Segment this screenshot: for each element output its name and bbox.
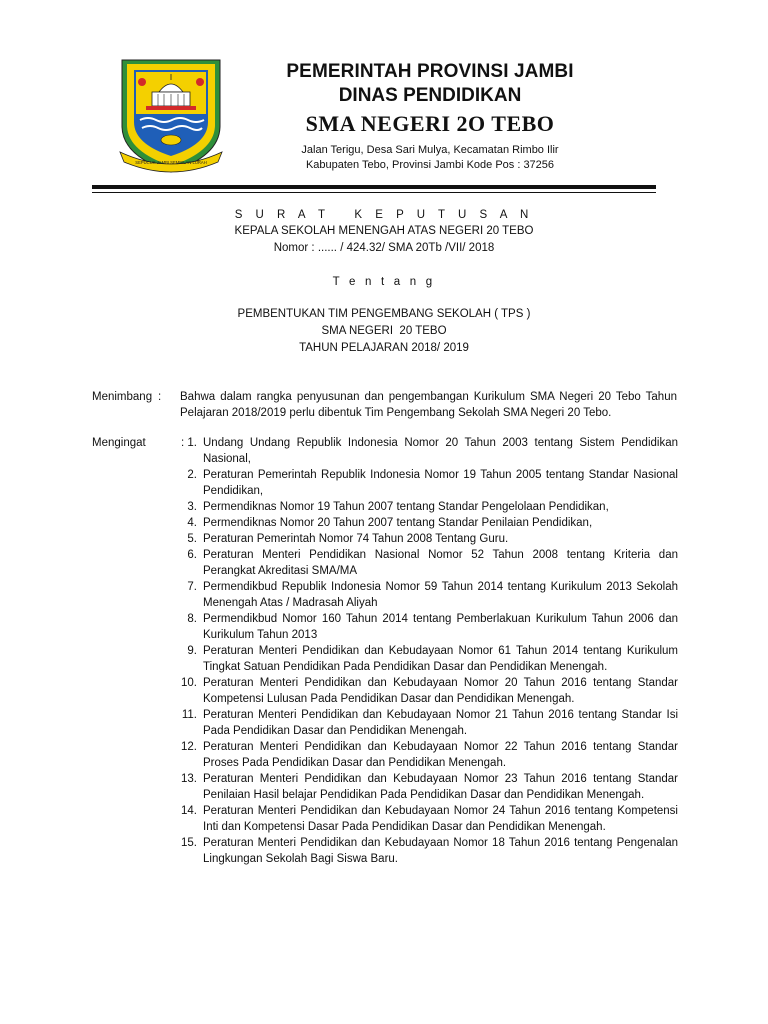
decree-year: TAHUN PELAJARAN 2018/ 2019 <box>299 342 469 354</box>
list-item-text: Peraturan Menteri Pendidikan dan Kebudayaan Nomor 22 Tahun 2016 tentang Standar Proses Pada Pendidikan Dasar dan Pendidikan Menengah. <box>203 741 678 769</box>
letterhead-divider-thin <box>92 192 656 193</box>
list-item-text: Permendiknas Nomor 20 Tahun 2007 tentang Standar Penilaian Pendidikan, <box>203 517 593 529</box>
decree-issuer: KEPALA SEKOLAH MENENGAH ATAS NEGERI 20 TEBO <box>234 225 534 237</box>
list-item <box>172 835 678 867</box>
letterhead <box>240 60 620 173</box>
list-item-number: 11. <box>181 709 197 721</box>
list-item <box>172 771 678 803</box>
list-item-text: Undang Undang Republik Indonesia Nomor 20 Tahun 2003 tentang Sistem Pendidikan Nasional, <box>203 437 678 465</box>
school-name: SMA NEGERI 2O TEBO <box>305 111 555 136</box>
list-item <box>172 739 678 771</box>
department-name: DINAS PENDIDIKAN <box>338 85 522 106</box>
address-line-2: Kabupaten Tebo, Provinsi Jambi Kode Pos : 37256 <box>305 159 555 171</box>
list-item <box>172 611 678 643</box>
list-item <box>172 547 678 579</box>
mengingat-label: Mengingat <box>92 437 146 449</box>
government-name: PEMERINTAH PROVINSI JAMBI <box>286 61 574 82</box>
list-item-number: 9. <box>187 645 197 657</box>
list-item-number: 5. <box>187 533 197 545</box>
list-item-text: Permendikbud Republik Indonesia Nomor 59 Tahun 2014 tentang Kurikulum 2013 Sekolah Menengah Atas / Madrasah Aliyah <box>203 581 678 609</box>
decree-subject: PEMBENTUKAN TIM PENGEMBANG SEKOLAH ( TPS ) <box>237 308 531 320</box>
list-item-number: 13. <box>181 773 197 785</box>
list-item-number: 10. <box>181 677 197 689</box>
mengingat-list <box>172 435 678 867</box>
tentang-heading: T e n t a n g <box>332 276 436 288</box>
list-item-text: Peraturan Menteri Pendidikan dan Kebudayaan Nomor 24 Tahun 2016 tentang Kompetensi Inti dan Kompetensi Dasar Pada Pendidikan Dasar dan Pendidikan Menengah. <box>203 805 678 833</box>
list-item-number: 6. <box>187 549 197 561</box>
decree-heading: S U R A T K E P U T U S A N <box>234 209 534 221</box>
list-item <box>172 579 678 611</box>
list-item-number: 7. <box>187 581 197 593</box>
list-item <box>172 643 678 675</box>
list-item-text: Peraturan Menteri Pendidikan dan Kebudayaan Nomor 20 Tahun 2016 tentang Standar Kompetensi Lulusan Pada Pendidikan Dasar dan Pendidikan Menengah. <box>203 677 678 705</box>
list-item <box>172 435 678 467</box>
address-line-1: Jalan Terigu, Desa Sari Mulya, Kecamatan Rimbo Ilir <box>301 144 559 156</box>
list-item-number: 8. <box>187 613 197 625</box>
list-item <box>172 467 678 499</box>
menimbang-label: Menimbang <box>92 391 153 403</box>
list-item-number: 3. <box>187 501 197 513</box>
decree-school: SMA NEGERI 20 TEBO <box>321 325 447 337</box>
list-item-number: 15. <box>181 837 197 849</box>
list-item-text: Peraturan Menteri Pendidikan dan Kebudayaan Nomor 23 Tahun 2016 tentang Standar Penilaian Hasil belajar Pendidikan Pada Pendidikan Dasar dan Pendidikan Menengah. <box>203 773 678 801</box>
list-item-text: Peraturan Pemerintah Nomor 74 Tahun 2008 Tentang Guru. <box>203 533 509 545</box>
list-item-number: 2. <box>187 469 197 481</box>
list-item <box>172 803 678 835</box>
letterhead-divider <box>92 185 656 189</box>
list-item-number: 14. <box>181 805 197 817</box>
list-item-text: Peraturan Pemerintah Republik Indonesia Nomor 19 Tahun 2005 tentang Standar Nasional Pendidikan, <box>203 469 678 497</box>
list-item <box>172 531 678 547</box>
menimbang-colon: : <box>158 391 162 403</box>
list-item <box>172 499 678 515</box>
list-item-number: : 1. <box>181 437 197 449</box>
menimbang-text: Bahwa dalam rangka penyusunan dan pengembangan Kurikulum SMA Negeri 20 Tebo Tahun Pelajaran 2018/2019 perlu dibentuk Tim Pengembang Sekolah SMA Negeri 20 Tebo. <box>180 391 677 419</box>
list-item-number: 4. <box>187 517 197 529</box>
list-item-text: Permendiknas Nomor 19 Tahun 2007 tentang Standar Pengelolaan Pendidikan, <box>203 501 609 513</box>
list-item <box>172 707 678 739</box>
list-item-text: Peraturan Menteri Pendidikan dan Kebudayaan Nomor 61 Tahun 2014 tentang Kurikulum Tingkat Satuan Pendidikan Pada Pendidikan Dasar dan Pendidikan Menengah. <box>203 645 678 673</box>
crest-motto: SEPUCUK JAMBI SEMBILAN LURAH <box>135 160 207 165</box>
list-item-text: Permendikbud Nomor 160 Tahun 2014 tentang Pemberlakuan Kurikulum Tahun 2006 dan Kurikulum Tahun 2013 <box>203 613 678 641</box>
list-item <box>172 515 678 531</box>
list-item-text: Peraturan Menteri Pendidikan Nasional Nomor 52 Tahun 2008 tentang Kriteria dan Perangkat Akreditasi SMA/MA <box>203 549 678 577</box>
decree-number: Nomor : ...... / 424.32/ SMA 20Tb /VII/ 2018 <box>273 242 495 254</box>
list-item-text: Peraturan Menteri Pendidikan dan Kebudayaan Nomor 21 Tahun 2016 tentang Standar Isi Pada Pendidikan Dasar dan Pendidikan Menengah. <box>203 709 678 737</box>
list-item-text: Peraturan Menteri Pendidikan dan Kebudayaan Nomor 18 Tahun 2016 tentang Pengenalan Lingkungan Sekolah Bagi Siswa Baru. <box>203 837 678 865</box>
list-item-number: 12. <box>181 741 197 753</box>
list-item <box>172 675 678 707</box>
jambi-province-crest-icon <box>118 56 224 176</box>
